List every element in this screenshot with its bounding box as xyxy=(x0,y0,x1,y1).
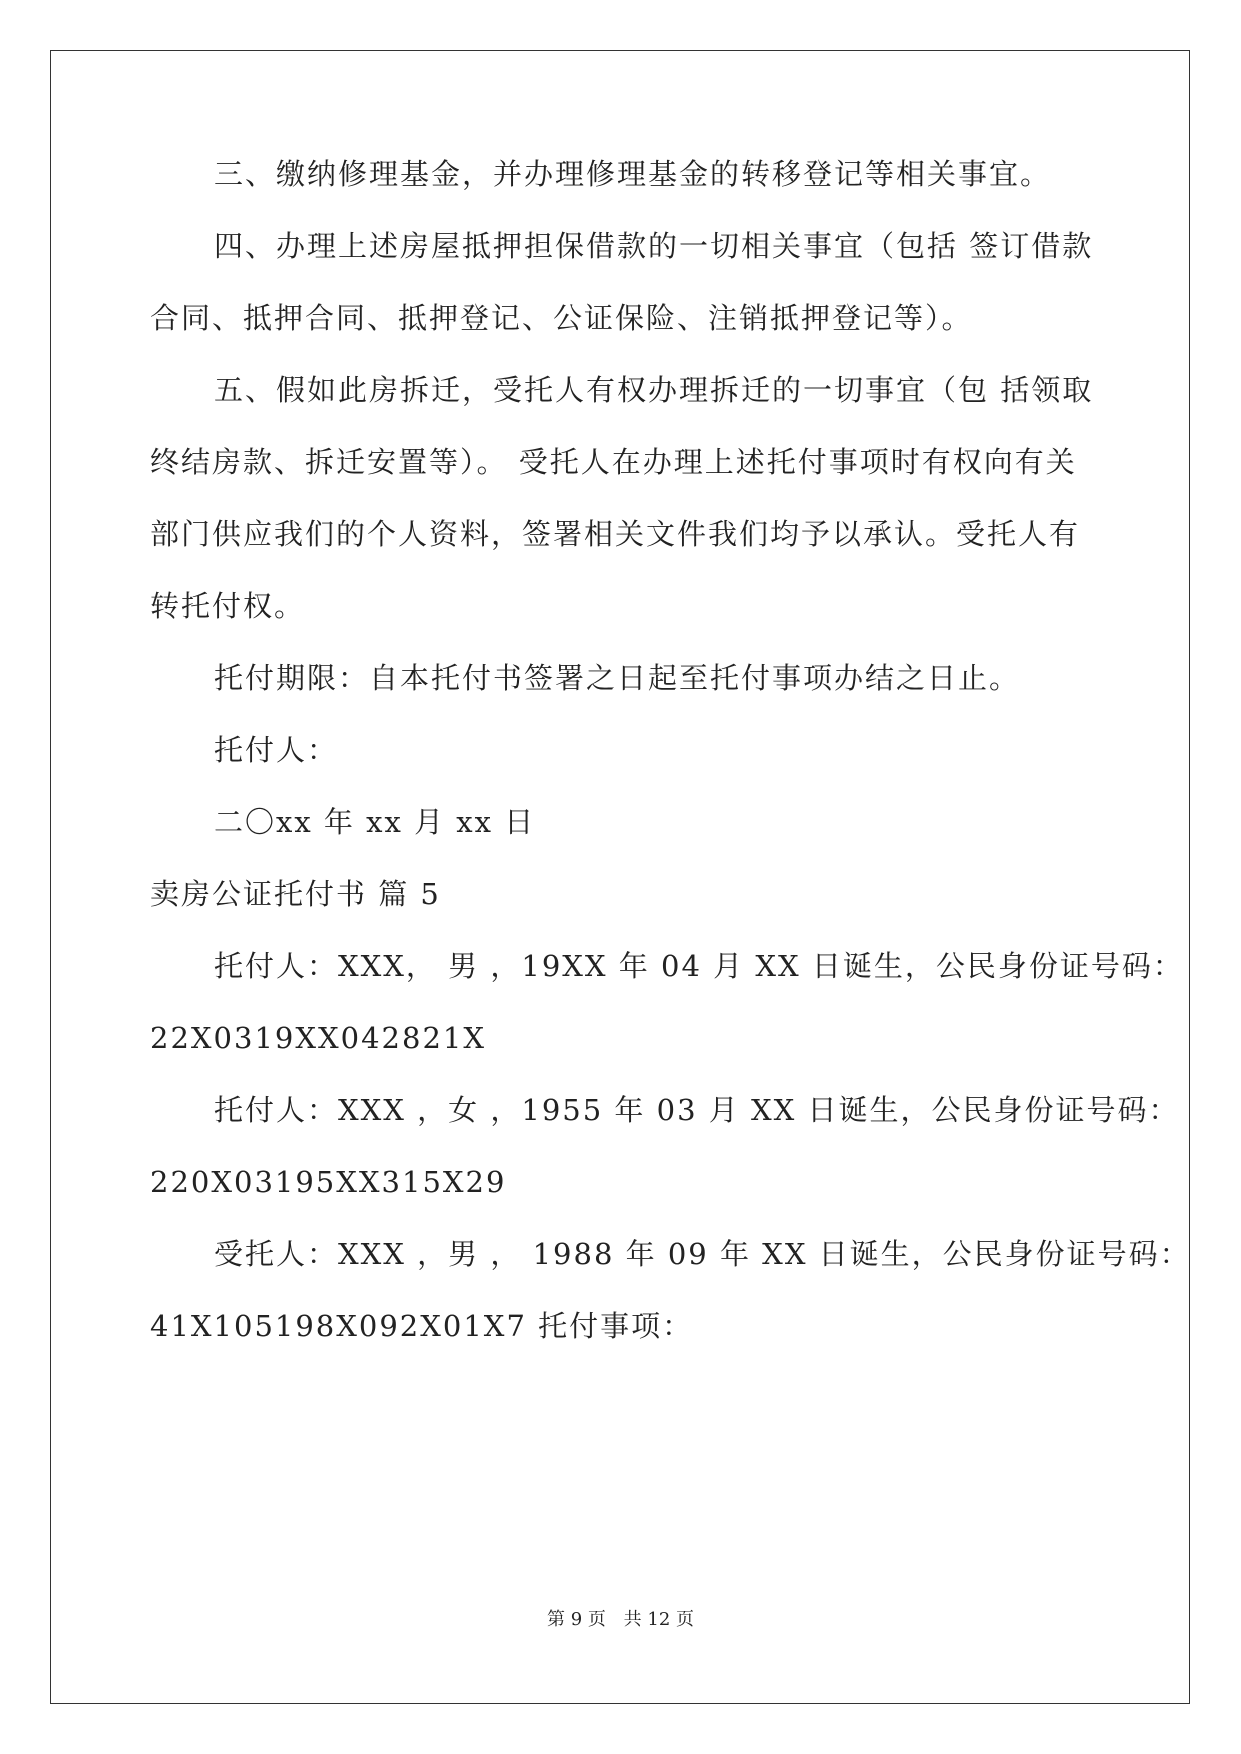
principal-signature-label: 托付人： xyxy=(214,733,339,767)
principal-2-id-number: 220X03195XX315X29 xyxy=(150,1165,507,1199)
paragraph-item-5-line-2: 终结房款、拆迁安置等）。 受托人在办理上述托付事项时有权向有关 xyxy=(150,445,1077,479)
page-footer xyxy=(0,1608,1241,1632)
paragraph-item-5-line-3: 部门供应我们的个人资料，签署相关文件我们均予以承认。受托人有 xyxy=(150,517,1081,551)
agent-id-number: 41X105198X092X01X7 托付事项： xyxy=(150,1309,694,1343)
principal-1-line-1: 托付人：XXX， 男 ，19XX 年 04 月 XX 日诞生，公民身份证号码： xyxy=(214,949,1184,983)
page-total: 共 12 页 xyxy=(623,1609,694,1630)
paragraph-item-5-line-1: 五、假如此房拆迁，受托人有权办理拆迁的一切事宜（包 括领取 xyxy=(214,373,1094,407)
paragraph-item-4-line-2: 合同、抵押合同、抵押登记、公证保险、注销抵押登记等）。 xyxy=(150,301,973,335)
principal-2-line-1: 托付人：XXX ，女 ，1955 年 03 月 XX 日诞生，公民身份证号码： xyxy=(214,1093,1180,1127)
term-paragraph: 托付期限：自本托付书签署之日起至托付事项办结之日止。 xyxy=(214,661,1021,695)
date-line: 二〇xx 年 xx 月 xx 日 xyxy=(214,805,536,839)
paragraph-item-5-line-4: 转托付权。 xyxy=(150,589,306,623)
principal-1-id-number: 22X0319XX042821X xyxy=(150,1021,486,1055)
paragraph-item-4-line-1: 四、办理上述房屋抵押担保借款的一切相关事宜（包括 签订借款 xyxy=(214,229,1094,263)
agent-line-1: 受托人：XXX ，男 ， 1988 年 09 年 XX 日诞生，公民身份证号码： xyxy=(214,1237,1191,1271)
section-heading: 卖房公证托付书 篇 5 xyxy=(150,877,441,911)
paragraph-item-3: 三、缴纳修理基金，并办理修理基金的转移登记等相关事宜。 xyxy=(214,157,1052,191)
page-number: 第 9 页 xyxy=(547,1609,606,1630)
